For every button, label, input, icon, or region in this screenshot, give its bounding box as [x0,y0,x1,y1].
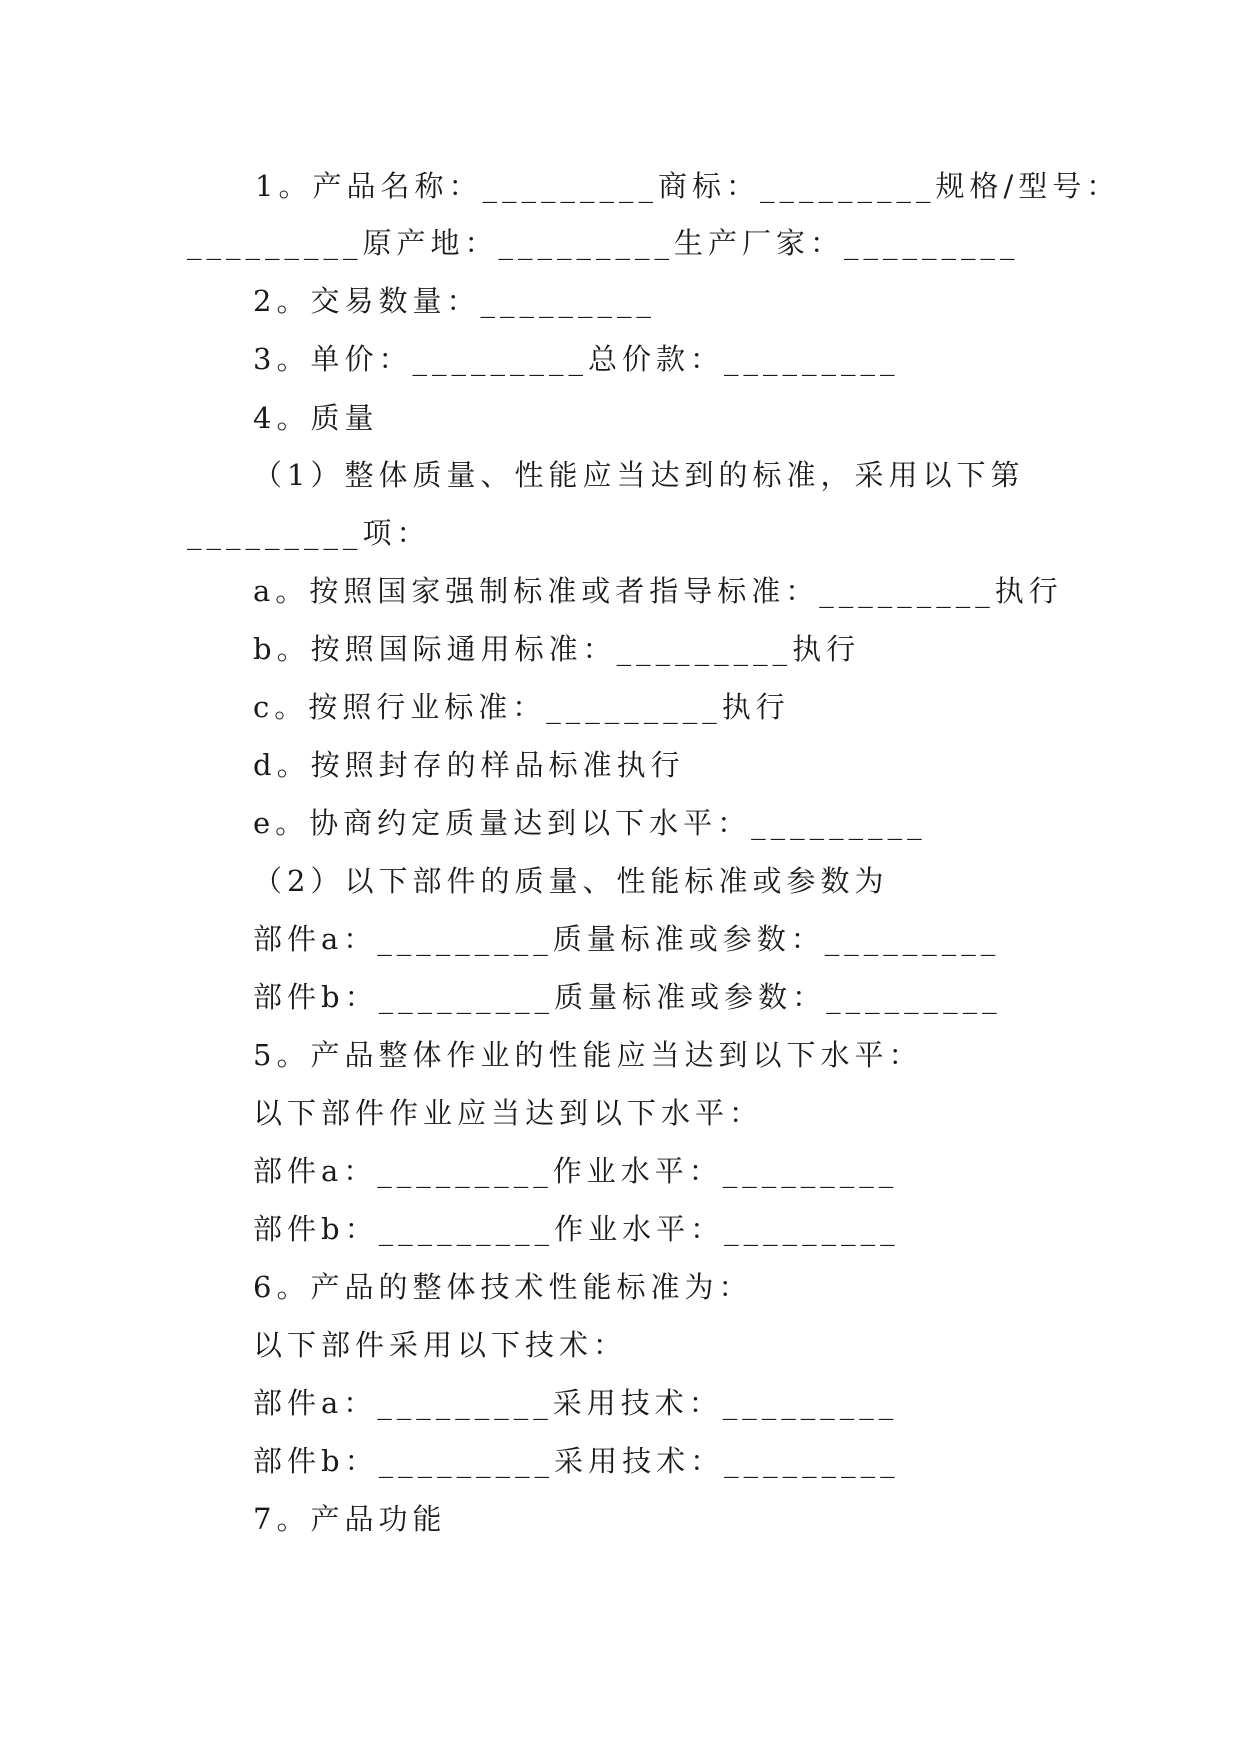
option-c-industry-standard: c。按照行业标准：_________执行 [253,690,790,724]
part-b-operation-level: 部件b：_________作业水平：_________ [253,1212,900,1246]
option-e-negotiated-level: e。协商约定质量达到以下水平：_________ [253,806,927,840]
part-b-technology: 部件b：_________采用技术：_________ [253,1444,900,1478]
clause-4-1-standard-intro: （1）整体质量、性能应当达到的标准，采用以下第 [253,458,1025,492]
clause-5-parts-intro: 以下部件作业应当达到以下水平： [253,1096,764,1130]
clause-4-1-standard-option: _________项： [187,516,431,550]
option-a-national-standard: a。按照国家强制标准或者指导标准：_________执行 [253,574,1063,608]
part-b-quality-standard: 部件b：_________质量标准或参数：_________ [253,980,1002,1014]
clause-7-product-function: 7。产品功能 [253,1502,447,1536]
part-a-quality-standard: 部件a：_________质量标准或参数：_________ [253,922,1001,956]
clause-4-quality-heading: 4。质量 [253,401,379,435]
clause-2-quantity: 2。交易数量：_________ [253,284,656,318]
clause-4-2-parts-intro: （2）以下部件的质量、性能标准或参数为 [253,864,889,898]
clause-6-technical-standard: 6。产品的整体技术性能标准为： [253,1270,753,1304]
clause-6-parts-intro: 以下部件采用以下技术： [253,1328,628,1362]
clause-5-performance: 5。产品整体作业的性能应当达到以下水平： [253,1038,923,1072]
clause-1-product-info-line-1: 1。产品名称：_________商标：_________规格/型号： [255,169,1121,203]
option-b-international-standard: b。按照国际通用标准：_________执行 [253,632,861,666]
part-a-technology: 部件a：_________采用技术：_________ [253,1386,899,1420]
clause-1-product-info-line-2: _________原产地：_________生产厂家：_________ [187,226,1020,260]
part-a-operation-level: 部件a：_________作业水平：_________ [253,1154,899,1188]
clause-3-price: 3。单价：_________总价款：_________ [253,342,900,376]
option-d-sample-standard: d。按照封存的样品标准执行 [253,748,685,782]
